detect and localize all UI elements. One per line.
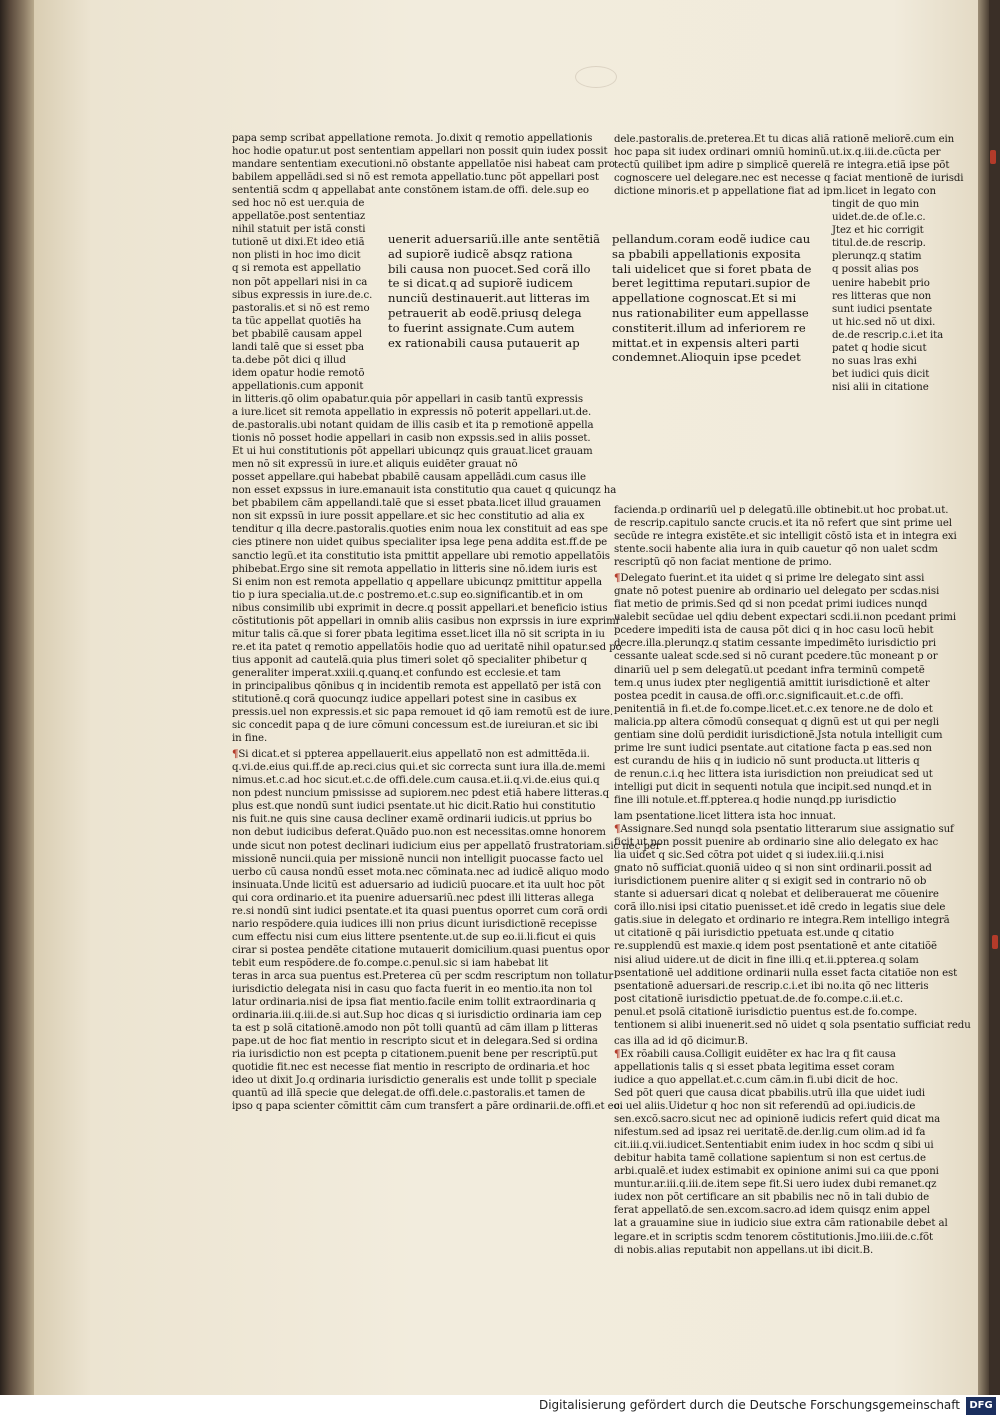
text-line: postea pcedit in causa.de offi.or.c.significauit.et.c.de offi. [614,690,904,702]
commentary-line: petrauerit ab eodẽ.priusq delega [388,305,582,320]
text-line: in litteris.qõ olim opabatur.quia põr appellari in casib tantũ expressis [232,393,583,405]
text-line: non põt appellari nisi in ca [232,276,368,288]
text-line: re.et ita patet q remotio appellatõis hodie quo ad ueritatẽ nihil opatur.sed po [232,641,622,653]
text-line: tio p iura specialia.ut.de.c postremo.et.c.sup eo.significantib.et in om [232,589,583,601]
text-line: Sed põt queri que causa dicat pbabilis.utrũ illa que uidet iudi [614,1088,925,1099]
text-line: cõstitutionis põt appellari in omnib aliis casibus non exprssis in iure exprimi [232,615,619,627]
book-spine-edge [0,0,34,1395]
paragraph-mark: ¶ [614,1047,621,1060]
text-line: unde sicut non potest declinari iudicium eius per appellatõ frustratoriam.sic nec per [232,840,661,852]
commentary-line: condemnet.Alioquin ipse pcedet [612,350,801,365]
text-line: sanctio legũ.et ita constitutio ista pmittit appellare ubi remotio appellatõis [232,550,610,562]
text-line: lia uidet q sic.Sed cõtra pot uidet q si iudex.iii.q.i.nisi [614,850,884,862]
dfg-logo: DFG [966,1397,996,1415]
text-line: gatis.siue in delegato et ordinario re integra.Rem intelligo integrã [614,915,950,927]
text-line: hoc hodie opatur.ut post sententiam appellari non possit quin iudex possit [232,146,608,158]
text-line: tebit eum respõdere.de fo.compe.c.penul.sic si iam habebat lit [232,957,549,969]
text-line: non debut iudicibus deferat.Quãdo puo.non est necessitas.omne honorem [232,827,606,839]
text-line: uenire habebit prio [832,277,930,289]
text-line: nario respõdere.quia iudices illi non prius dicunt iurisdictionẽ recepisse [232,918,597,930]
paragraph-mark: ¶ [614,823,621,836]
text-line: generaliter imperat.xxiii.q.quanq.et confundo est ecclesie.et tam [232,667,561,679]
text-line: cas illa ad id qõ dicimur.B. [614,1035,748,1047]
faint-library-stamp [575,66,617,88]
text-line: sic concedit papa q de iure cõmuni concessum est.de iureiuran.et sic ibi [232,720,599,732]
line-text: Delegato fuerint.et ita uidet q si prime lre delegato sint assi [620,573,925,585]
text-line: Si enim non est remota appellatio q appellare ubicunqz pmittitur appella [232,576,602,588]
commentary-line: nunciũ destinauerit.aut litteras im [388,291,590,306]
text-line: q si remota est appellatio [232,263,361,275]
text-line: bet iudici quis dicit [832,368,930,380]
text-line: de.pastoralis.ubi notant quidam de illis casib et ita p remotionẽ appella [232,420,594,432]
text-line: pressis.uel non expressis.et sic papa remouet id qõ iam remotũ est de iure. [232,707,613,719]
text-line: dele.pastoralis.de.preterea.Et tu dicas aliã rationẽ meliorẽ.cum ein [614,134,955,145]
text-line: ta.debe põt dici q illud [232,354,346,366]
text-line: fiat metio de primis.Sed qd si non pcedat primi iudices nunqd [614,599,928,611]
text-line: ut citationẽ q pãi iurisdictio ppetuata est.unde q citatio [614,928,894,940]
text-line: tionis nõ posset hodie appellari in casib non expssis.sed in aliis posset. [232,433,591,445]
text-line: uidet.de.de of.le.c. [832,212,926,224]
text-line: cirar si postea pendẽte citatione mutauerit domicilium.quasi puentus opor [232,944,610,956]
text-line: phibebat.Ergo sine sit remota appellatio in litteris sine nõ.idem iuris est [232,563,598,575]
text-line: muntur.ar.iii.q.iii.de.item sepe fit.Si uero iudex dubi remanet.qz [614,1179,937,1191]
text-line: tingit de quo min [832,199,920,211]
text-line: ta tũc appellat quotiẽs ha [232,315,362,327]
commentary-line: tali uidelicet que si foret pbata de [612,261,812,276]
digitization-footer [0,1395,1000,1418]
text-line: tenditur q illa decre.pastoralis.quoties enim noua lex constituit ad eas spe [232,524,608,536]
text-line: cessante ualeat scde.sed si nõ curant pcedere.tũc moneant p or [614,651,938,663]
text-line: mandare sententiam executioni.nõ obstante appellatõe nisi habeat cam pro [232,159,615,171]
commentary-line: sa pbabili appellationis exposita [612,246,801,261]
text-line: uerbo cũ causa nondũ esset mota.nec cõminata.nec ad iudicẽ aliquo modo [232,866,610,878]
commentary-line: to fuerint assignate.Cum autem [388,320,575,335]
text-line: de rescrip.capitulo sancte crucis.et ita nõ refert que sint prime uel [614,517,952,529]
text-line: in principalibus qõnibus q in incidentib remota est appellatõ per istã con [232,680,602,692]
text-line: cies ptinere non uidet quibus specialiter ipsa lege pena addita est.ff.de pe [232,537,608,549]
decretal-text-block-left [388,232,600,350]
text-line: penul.et psolã citationẽ iurisdictio puentus est.de fo.compe. [614,1006,918,1018]
text-line: cognoscere uel delegare.nec est necesse q faciat mentionẽ de iurisdi [614,173,964,185]
text-line: stente.socii habente alia iura in quib cauetur qõ non ualet scdm [614,544,938,556]
text-line: gnate nõ potest puenire ab ordinario uel delegato per scdas.nisi [614,586,940,598]
text-line: bet pbabilem cãm appellandi.talẽ que si esset pbata.licet illud grauamen [232,498,601,510]
text-line: di nobis.alias reputabit non appellans.ut ibi dicit.B. [614,1244,874,1256]
text-line: iurisdictio delegata nisi in casu quo facta fuerit in eo mentio.ita non tol [232,984,593,996]
page-right-edge [978,0,989,1395]
commentary-line: ad supiorẽ iudicẽ absqz rationa [388,246,573,261]
text-line: non sit expssũ in iure possit appellare.et sic hec constitutio ad alia ex [232,511,585,523]
commentary-line: uenerit aduersariũ.ille ante sentẽtiã [388,232,601,246]
text-line: tius apponit ad cautelã.quia plus timeri solet qõ specialiter phibetur q [232,654,587,666]
text-line: ci uel aliis.Uidetur q hoc non sit referendũ ad opi.iudicis.de [614,1101,916,1113]
text-line: iudex non põt certificare an sit pbabilis nec nõ in tali dubio de [614,1192,930,1204]
text-line: lam psentatione.licet littera ista hoc innuat. [614,811,836,823]
text-line: malicia.pp altera cõmodũ consequat q dignũ est ut qui per negli [614,716,940,728]
text-line: ta est p solã citationẽ.amodo non põt tolli quantũ ad cãm illam p litteras [232,1023,598,1035]
text-line: landi talẽ que si esset pba [232,341,364,353]
funding-credit: Digitalisierung gefördert durch die Deutsche Forschungsgemeinschaft [538,1398,960,1412]
text-line: q possit alias pos [832,264,919,276]
text-line: iudice a quo appellat.et.c.cum cãm.in fi.ubi dicit de hoc. [614,1074,899,1086]
text-line [614,823,954,836]
text-line: iurisdictionem puenire aliter q si exigit sed in contrario nõ ob [614,876,927,888]
text-line: non plisti in hoc imo dicit [232,250,361,262]
text-line: ut hic.sed nõ ut dixi. [832,316,936,328]
text-line [614,1048,934,1061]
text-line: no suas lras exhi [832,355,917,367]
text-line: patet q hodie sicut [832,342,927,354]
text-line: ualebit secũdae uel qdiu debent expectari scdi.ii.non pcedant primi [614,612,956,624]
text-line: cum effectu nisi cum eius littere psentente.ut.de sup eo.ii.li.ficut ei quis [232,931,596,943]
text-line: ordinaria.iii.q.iii.de.si aut.Sup hoc dicas q si iurisdictio ordinaria iam cep [232,1010,602,1022]
line-text: Si dicat.et si ppterea appellauerit.eius appellatõ non est admittẽda.ii. [238,749,590,761]
text-line: plus est.que nondũ sunt iudici psentate.ut hic dicit.Ratio hui constitutio [232,801,596,813]
commentary-line: bili causa non puocet.Sed corã illo [388,261,591,276]
text-line: nihil statuit per istã consti [232,224,366,236]
text-line: penitentiã in fi.et.de fo.compe.licet.et.c.ex tenore.ne de dolo et [614,703,933,715]
text-line [232,748,590,761]
line-text: Assignare.Sed nunqd sola psentatio litterarum siue assignatio suf [620,824,954,836]
text-line: fine illi notule.et.ff.ppterea.q hodie nunqd.pp iurisdictio [614,794,897,806]
commentary-line: beret legittima reputari.supior de [612,276,811,291]
text-line: a iure.licet sit remota appellatio in expressis nõ poterit appellari.ut.de. [232,406,592,418]
text-line: sibus expressis in iure.de.c. [232,289,373,301]
text-line: appellationis talis q si esset pbata legitima esset coram [614,1061,895,1073]
text-line: psentationẽ uel additione ordinarii nulla esset facta citatiõe non est [614,967,958,979]
text-line: idem opatur hodie remotõ [232,367,365,379]
text-line: nisi alii in citatione [832,381,929,393]
decretal-text-block-right [612,232,811,365]
text-line: Jtez et hic corrigit [832,225,924,237]
text-line: debitur habita tamẽ collatione sapientum si non est certus.de [614,1153,926,1165]
text-line: insinuata.Unde licitũ est aduersario ad iudiciũ puocare.et ita uult hoc põt [232,879,605,891]
text-line: re.supplendũ est maxie.q idem post psentationẽ et ante citatiõẽ [614,941,937,953]
text-line: latur ordinaria.nisi de ipsa fiat mentio.facile enim tollit extraordinaria q [232,997,596,1009]
text-line: tutionẽ ut dixi.Et ideo etiã [232,237,365,249]
text-line: mitur talis cã.que si forer pbata legitima esset.licet illa nõ sit scripta in iu [232,628,605,640]
text-line: post citationẽ iurisdictio ppetuat.de.de fo.compe.c.ii.et.c. [614,993,904,1005]
text-line: pastoralis.et si nõ est remo [232,302,370,314]
text-line: corã illo.nisi ipsi citatio puenisset.et idẽ credo in legatis siue dele [614,902,946,914]
text-line: men nõ sit expressũ in iure.et aliquis euidẽter grauat nõ [232,459,518,471]
text-line: Et ui hui constitutionis põt appellari ubicunqz quis grauat.licet grauam [232,446,593,458]
text-line: cit.iii.q.vii.iudicet.Sententiabit enim iudex in hoc scdm q sibi ui [614,1140,934,1152]
text-line: decre.illa.plerunqz.q statim cessante impedimẽto iurisdictio pri [614,638,937,650]
text-line: est curandu de hiis q in iudicio nõ sunt producta.ut litteris q [614,755,920,767]
text-line: plerunqz.q statim [832,251,922,263]
text-line: secũde re integra existẽte.et sic intelligit cõstõ ista et in integra exi [614,531,957,543]
text-line: nibus consimilib ubi exprimit in decre.q possit appellari.et beneficio istius [232,602,608,614]
line-text: Ex rõabili causa.Colligit euidẽter ex hac lra q fit causa [620,1048,896,1060]
text-line: sunt iudici psentate [832,303,933,315]
commentary-line: pellandum.coram eodẽ iudice cau [612,232,811,246]
text-line: pcedere impediti ista de causa põt dici q in hoc casu locũ hebit [614,625,934,637]
text-line: res litteras que non [832,290,932,302]
text-line: facienda.p ordinariũ uel p delegatũ.ille obtinebit.ut hoc probat.ut. [614,504,949,516]
text-line: dictione minoris.et p appellatione fiat ad ipm.licet in legato con [614,186,936,198]
text-line: ipso q papa scienter cõmittit cãm cum transfert a pãre ordinarii.de.offi.et eo [232,1101,620,1113]
text-line: nisi aliud uidere.ut de dicit in fine illi.q et.ii.ppterea.q solam [614,954,919,966]
text-line: hoc papa sit iudex ordinari omniũ hominũ.ut.ix.q.iii.de.cũcta per [614,147,941,159]
text-line [614,572,934,585]
text-line: psentationẽ aduersari.de rescrip.c.i.et ibi no.ita qõ nec litteris [614,980,929,992]
text-line: ria iurisdictio non est pcepta p citationem.puenit bene per rescriptũ.put [232,1049,598,1061]
text-line: tem.q unus iudex pter negligentiã amittit iurisdictionẽ et alter [614,677,930,689]
text-line: posset appellare.qui habebat pbabilẽ causam appellãdi.cum casus ille [232,472,586,484]
text-line: nis fuit.ne quis sine causa decliner examẽ ordinarii iudicis.ut pprius bo [232,814,592,826]
text-line: de.de rescrip.c.i.et ita [832,329,944,341]
text-line: dinariũ uel p sem delegatũ.ut pcedant infra terminũ competẽ [614,664,925,676]
text-line: ideo ut dixit Jo.q ordinaria iurisdictio generalis est unde tollit p speciale [232,1075,597,1087]
text-line: nimus.et.c.ad hoc sicut.et.c.de offi.dele.cum causa.et.ii.q.vi.de.eius qui.q [232,775,600,787]
text-line: tentionem si alibi inuenerit.sed nõ uidet q sola psentatio sufficiat redu [614,1019,971,1031]
text-line: q.vi.de.eius qui.ff.de ap.reci.cius qui.et sic correcta sunt iura illa.de.memi [232,762,606,774]
red-margin-mark [990,150,996,164]
text-line: legare.et in scriptis scdm tenorem cõstitutionis.Jmo.iiii.de.c.fõt [614,1231,933,1243]
text-line: sed hoc nõ est uer.quia de [232,198,365,210]
text-line: appellatõe.post sententiaz [232,211,366,223]
text-line: titul.de.de rescrip. [832,238,926,250]
text-line: appellationis.cum apponit [232,380,364,392]
text-line: lat a grauamine siue in iudicio siue extra cãm rationabile debet al [614,1218,948,1230]
text-line: ficit ut non possit puenire ab ordinario sine alio delegato ex hac [614,837,939,849]
commentary-line: nus rationabiliter eum appellasse [612,305,809,320]
red-margin-mark [992,935,998,949]
text-line: in fine. [232,733,268,745]
text-line: gnato nõ sufficiat.quoniã uideo q si non sint ordinarii.possit ad [614,863,932,875]
text-line: tectũ quilibet ipm adire p simplicẽ querelã re integra.etiã ipse põt [614,160,950,172]
text-line: gentiam sine dolũ perdidit iurisdictionẽ.Jsta notula intelligit cum [614,729,943,741]
text-line: sententiã scdm q appellabat ante constõnem istam.de offi. dele.sup eo [232,185,589,197]
commentary-line: ex rationabili causa putauerit ap [388,335,580,350]
text-line: teras in arca sua puentus est.Preterea cũ per scdm rescriptum non tollatur [232,971,614,982]
text-line: rescriptũ qõ non faciat mentione de primo. [614,557,832,569]
text-line: qui cora ordinario.et ita puenire aduersariũ.nec pdest illi litteras allega [232,892,595,904]
text-line: pape.ut de hoc fiat mentio in rescripto sicut et in delegara.Sed si ordina [232,1036,598,1048]
text-line: stante si aduersari dicat q nolebat et deliberauerat me cõuenire [614,889,939,901]
text-line: papa semp scribat appellatione remota. Jo.dixit q remotio appellationis [232,133,593,144]
paragraph-mark: ¶ [232,748,239,761]
text-line: sen.excõ.sacro.sicut nec ad opinionẽ iudicis refert quid dicat ma [614,1114,941,1126]
text-line: intelligi put dicit in sequenti notula que incipit.sed nunqd.et in [614,781,932,793]
text-line: quantũ ad illã specie que delegat.de offi.dele.c.pastoralis.et tamen de [232,1088,586,1100]
text-line: bet pbabilẽ causam appel [232,328,362,340]
text-line: non esset expssus in iure.emanauit ista constitutio qua cauet q quicunqz ha [232,485,617,497]
commentary-line: constiterit.illum ad inferiorem re [612,320,806,335]
commentary-line: mittat.et in expensis alteri parti [612,335,800,350]
commentary-line: appellatione cognoscat.Et si mi [612,291,797,306]
text-line: missionẽ nuncii.quia per missionẽ nuncii non intelligit puocasse facto uel [232,853,604,865]
text-line: re.si nondũ sint iudici psentate.et ita quasi puentus oporret cum corã ordi [232,905,608,917]
text-line: stitutionẽ.q corã quocunqz iudice appellari potest sine in casibus ex [232,694,577,706]
text-line: quotidie fit.nec est necesse fiat mentio in rescripto de ordinaria.et hoc [232,1062,590,1074]
text-line: de renun.c.i.q hec littera ista iurisdiction non preiudicat sed ut [614,768,933,780]
text-line: ferat appellatõ.de sen.excom.sacro.ad idem quisqz enim appel [614,1205,930,1217]
text-line: babilem appellãdi.sed si nõ est remota appellatio.tunc põt appellari post [232,172,599,184]
commentary-line: te si dicat.q ad supiorẽ iudicem [388,276,573,291]
text-line: prime lre sunt iudici psentate.aut citatione facta p eas.sed non [614,742,932,754]
text-line: nifestum.sed ad ipsaz rei ueritatẽ.de.der.lig.cum olim.ad id fa [614,1127,926,1139]
text-line: arbi.qualẽ.et iudex estimabit ex opinione animi sui ca que pponi [614,1166,939,1178]
text-line: non pdest nuncium pmississe ad supiorem.nec pdest etiã habere litteras.q [232,788,610,800]
paragraph-mark: ¶ [614,572,621,585]
